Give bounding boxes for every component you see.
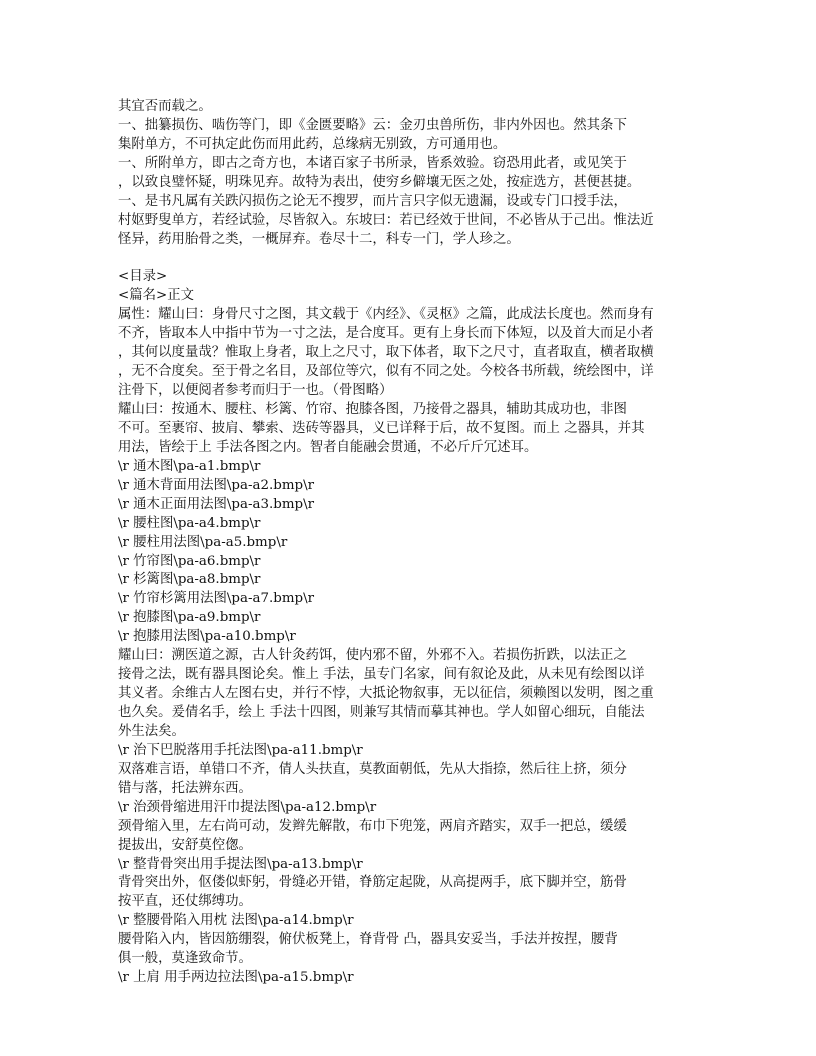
figure-reference: \r 腰柱用法图\pa-a5.bmp\r [118,534,288,550]
figure-reference: \r 治颈骨缩进用汗巾提法图\pa-a12.bmp\r [118,799,377,815]
text-line: 用法，皆绘于上 手法各图之内。智者自能融会贯通，不必斤斤冗述耳。 [118,439,538,455]
technique-section [118,742,718,799]
text-line: 耀山曰：按通木、腰柱、杉篱、竹帘、抱膝各图，乃接骨之器具，辅助其成功也，非图 [118,402,627,417]
figure-reference: \r 通木正面用法图\pa-a3.bmp\r [118,496,315,512]
text-line: 一、拙纂损伤、啮伤等门，即《金匮要略》云：金刃虫兽所伤，非内外因也。然其条下 [118,117,627,133]
figure-reference: \r 整腰骨陷入用枕 法图\pa-a14.bmp\r [118,913,354,929]
text-line: 属性：耀山曰：身骨尺寸之图，其文载于《内经》、《灵枢》之篇，此成法长度也。然而身有 [118,307,654,323]
text-line: 耀山曰：溯医道之源，古人针灸药饵，使内邪不留，外邪不入。若损伤折跌，以法正之 [118,648,627,664]
text-line: 一、是书凡属有关跌闪损伤之论无不搜罗，而片言只字似无遗漏，设或专门口授手法， [118,193,627,209]
text-line: ，以致良璧怀疑，明珠见弃。故特为表出，使穷乡僻壤无医之处，按症选方，甚便甚捷。 [118,174,641,190]
blank-line [118,250,718,269]
text-line: ，无不合度矣。至于骨之名目，及部位等穴，似有不同之处。今校各书所载，统绘图中，详 [118,364,654,380]
technique-section [118,856,718,913]
figure-reference: \r 治下巴脱落用手托法图\pa-a11.bmp\r [118,742,363,758]
verse-line: 按平直，还仗绑缚功。 [118,894,252,910]
instruments-intro-block [118,401,718,458]
document-page [118,98,718,988]
figure-reference: \r 竹帘图\pa-a6.bmp\r [118,553,261,569]
verse-line: 错与落，托法辨东西。 [118,780,252,796]
text-line: 集附单方，不可执定此伤而用此药，总缘病无别致，方可通用也。 [118,136,507,152]
text-line: 接骨之法，既有器具图论矣。惟上 手法，虽专门名家，间有叙论及此，从未见有绘图以详 [118,667,645,683]
figure-reference: \r 抱膝用法图\pa-a10.bmp\r [118,629,296,645]
text-line: 也久矣。爰倩名手，绘上 手法十四图，则兼写其情而摹其神也。学人如留心细玩，自能法 [118,705,645,720]
verse-line: 背骨突出外，伛偻似虾躬，骨缝必开错，脊筋定起陇，从高提两手，底下脚并空，筋骨 [118,875,627,891]
text-line: 注骨下，以便阅者参考而归于一也。（骨图略） [118,383,393,399]
preface-block [118,98,718,250]
figure-reference: \r 通木背面用法图\pa-a2.bmp\r [118,477,315,493]
attributes-block [118,306,718,401]
verse-line: 双落难言语，单错口不齐，倩人头扶直，莫教面朝低，先从大指捺，然后往上挤，须分 [118,761,627,777]
technique-section [118,912,718,969]
text-line: 怪异，药用胎骨之类，一概屏弃。卷尽十二，科专一门，学人珍之。 [118,231,520,247]
text-line: 村妪野叟单方，若经试验，尽皆叙入。东坡曰：若已经效于世间，不必皆从于己出。惟法近 [118,212,654,228]
figure-reference: \r 抱膝图\pa-a9.bmp\r [118,610,261,626]
techniques-intro-block [118,647,718,742]
text-line: 其义者。余维古人左图右史，并行不悖，大抵论物叙事，无以征信，须赖图以发明，图之重 [118,686,654,702]
figure-reference: \r 通木图\pa-a1.bmp\r [118,458,261,474]
figure-reference-list [118,458,718,647]
text-line: 其宜否而载之。 [118,99,212,114]
section-name: <篇名>正文 [118,288,195,304]
figure-reference: \r 竹帘杉篱用法图\pa-a7.bmp\r [118,591,315,607]
text-line: 不可。至裹帘、披肩、攀索、迭砖等器具，义已详释于后，故不复图。而上 之器具，并其 [118,420,645,436]
technique-section [118,799,718,856]
verse-line: 提拔出，安舒莫倥偬。 [118,837,252,853]
text-line: 一、所附单方，即古之奇方也，本诸百家子书所录，皆系效验。窃恐用此者，或见笑于 [118,155,627,171]
text-line: ，其何以度量哉？惟取上身者，取上之尺寸，取下体者，取下之尺寸，直者取直，横者取横 [118,345,654,361]
verse-line: 腰骨陷入内，皆因筋绷裂，俯伏板凳上，脊背骨 凸，器具安妥当，手法并按捏，腰背 [118,932,618,948]
figure-reference: \r 杉篱图\pa-a8.bmp\r [118,572,261,588]
figure-reference: \r 腰柱图\pa-a4.bmp\r [118,515,261,531]
verse-line: 俱一般，莫逢致命节。 [118,951,252,967]
verse-line: 颈骨缩入里，左右尚可动，发辫先解散，布巾下兜笼，两肩齐踏实，双手一把总，缓缓 [118,818,627,834]
text-line: 外生法矣。 [118,723,185,739]
text-line: 不齐，皆取本人中指中节为一寸之法，是合度耳。更有上身长而下体短，以及首大而足小者 [118,326,654,342]
toc-marker: <目录> [118,269,168,285]
figure-reference: \r 上肩 用手两边拉法图\pa-a15.bmp\r [118,970,354,986]
figure-reference: \r 整背骨突出用手提法图\pa-a13.bmp\r [118,856,363,872]
